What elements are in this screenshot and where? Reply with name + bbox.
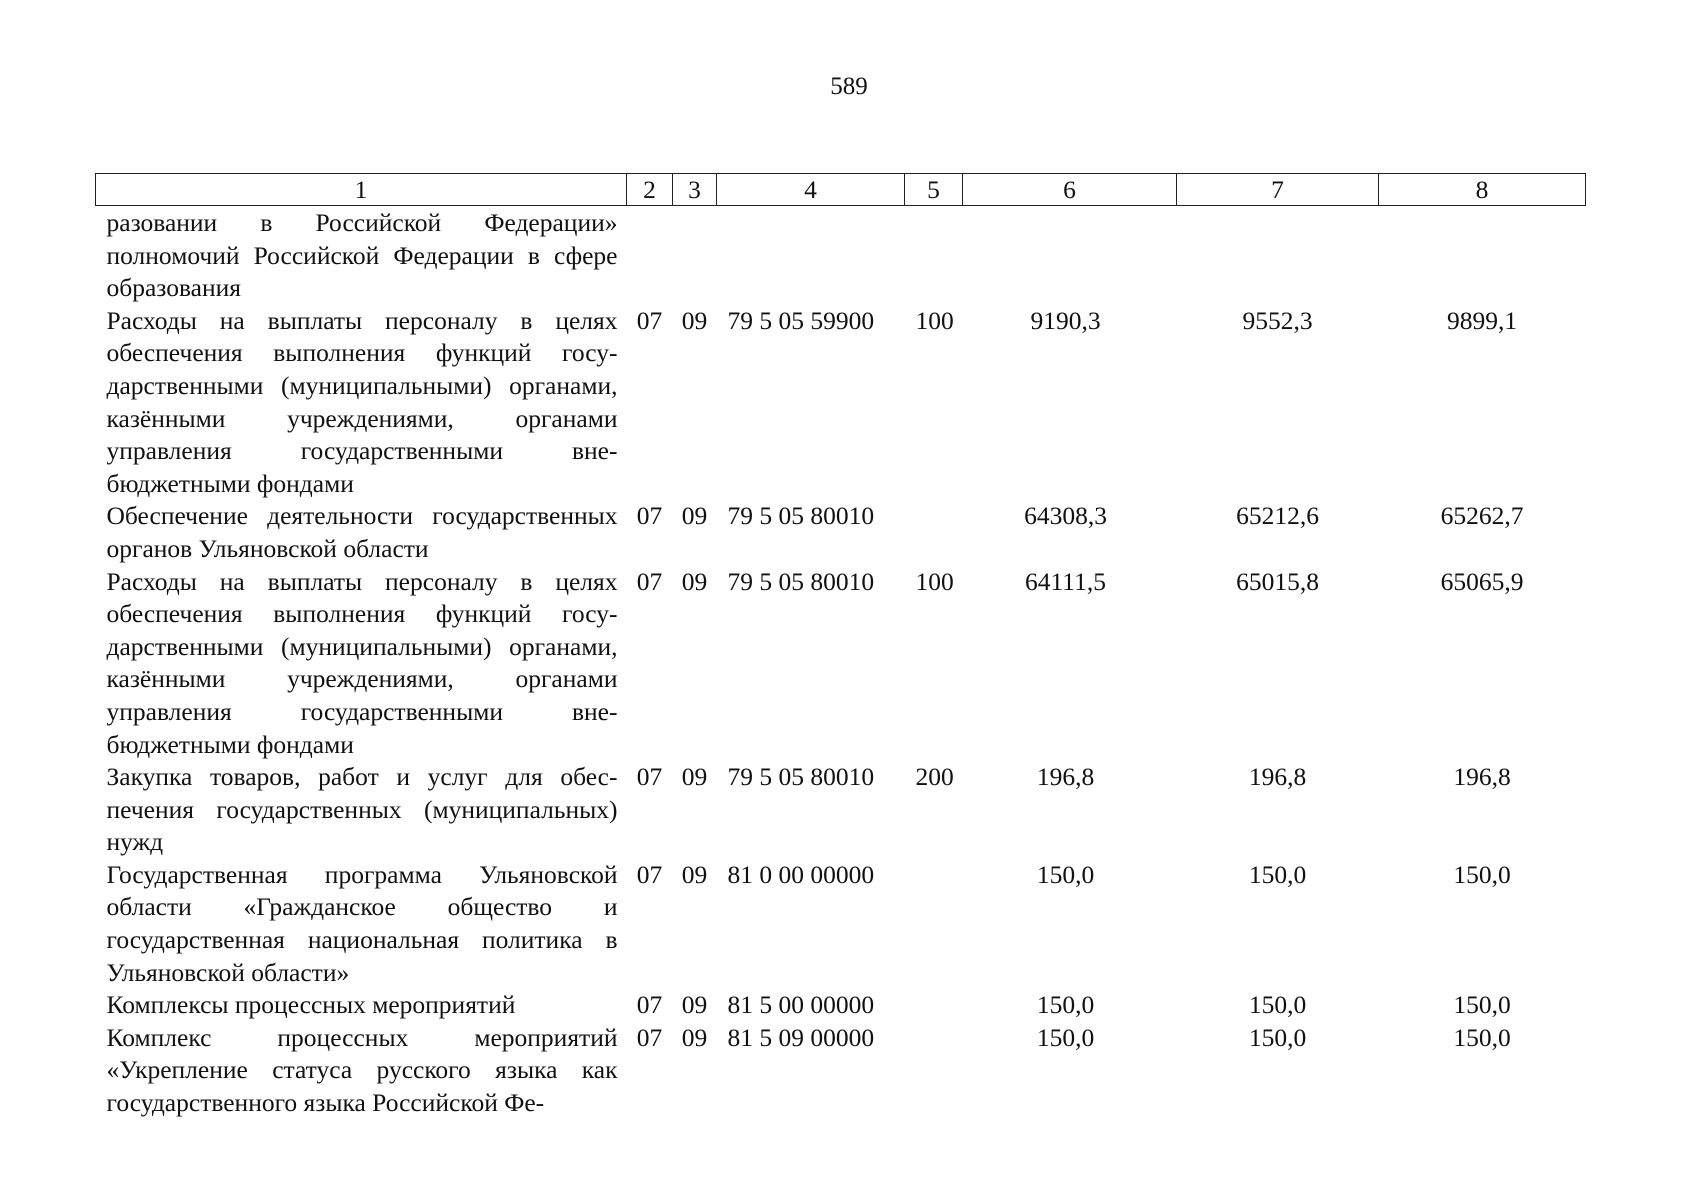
- row-podrazdel: 09: [681, 566, 708, 596]
- row-name: Государственная программа Ульяновской области «Гражданское общество и государственная национальная политика в Ульяновской области»: [106, 859, 618, 987]
- row-amount-col7: 65212,6: [1236, 501, 1319, 531]
- row-expense-type: [905, 859, 963, 989]
- row-amount-col8: 9899,1: [1446, 305, 1518, 335]
- table-row: [96, 566, 1586, 762]
- row-razdel: 07: [636, 305, 663, 335]
- row-amount-col7: 150,0: [1248, 1022, 1307, 1052]
- row-name: Закупка товаров, работ и услуг для обеспечения государственных (муниципальных) нужд: [106, 762, 618, 857]
- row-target-article: 81 0 00 00000: [727, 859, 875, 889]
- row-expense-type: [905, 1022, 963, 1120]
- row-name: Расходы на выплаты персоналу в целях обеспечения выполнения функций государственными (муниципальными) органами, казёнными учреждениями, органами управления государственными внебюджетными фондами: [106, 566, 618, 759]
- table-header: [96, 174, 1586, 206]
- header-row: [96, 174, 1586, 206]
- row-razdel: 07: [636, 566, 663, 596]
- column-header-7: 7: [1177, 174, 1379, 206]
- column-header-4: 4: [717, 174, 905, 206]
- row-razdel: 07: [636, 1022, 663, 1052]
- row-podrazdel: 09: [681, 990, 708, 1020]
- row-podrazdel: 09: [681, 762, 708, 792]
- row-amount-col7: [1177, 206, 1379, 305]
- row-target-article: 81 5 00 00000: [727, 990, 875, 1020]
- table-row: [96, 859, 1586, 989]
- budget-table: [95, 173, 1586, 1120]
- row-amount-col6: 150,0: [1036, 1022, 1095, 1052]
- row-razdel: 07: [636, 762, 663, 792]
- table-row: [96, 206, 1586, 305]
- row-amount-col6: 196,8: [1036, 762, 1095, 792]
- row-name: Комплекс процессных мероприятий «Укрепление статуса русского языка как государственного языка Российской Фе-: [106, 1022, 618, 1118]
- page-number: 589: [830, 73, 868, 100]
- row-target-article: 81 5 09 00000: [727, 1022, 875, 1052]
- column-header-2: 2: [627, 174, 673, 206]
- row-razdel: 07: [636, 990, 663, 1020]
- table-row: [96, 305, 1586, 501]
- row-podrazdel: 09: [681, 501, 708, 531]
- column-header-5: 5: [905, 174, 963, 206]
- row-amount-col8: [1379, 206, 1586, 305]
- row-amount-col8: 150,0: [1453, 859, 1511, 889]
- row-amount-col8: 65065,9: [1440, 566, 1524, 596]
- row-expense-type: [905, 989, 963, 1022]
- table-row: [96, 1022, 1586, 1120]
- row-expense-type: 200: [915, 762, 954, 792]
- row-amount-col7: 65015,8: [1236, 566, 1319, 596]
- row-name: Расходы на выплаты персоналу в целях обеспечения выполнения функций государственными (муниципальными) органами, казёнными учреждениями, органами управления государственными внебюджетными фондами: [106, 305, 618, 498]
- table-row: [96, 989, 1586, 1022]
- column-header-6: 6: [963, 174, 1177, 206]
- row-expense-type: [905, 500, 963, 565]
- row-amount-col8: 150,0: [1453, 1022, 1511, 1052]
- column-header-3: 3: [673, 174, 717, 206]
- row-podrazdel: 09: [681, 1022, 708, 1052]
- row-expense-type: 100: [915, 566, 954, 596]
- row-podrazdel: [673, 206, 717, 305]
- column-header-8: 8: [1379, 174, 1586, 206]
- row-amount-col6: 150,0: [1036, 859, 1095, 889]
- row-amount-col7: 196,8: [1248, 762, 1307, 792]
- row-amount-col6: 64111,5: [1025, 566, 1106, 596]
- row-amount-col6: 9190,3: [1030, 305, 1101, 335]
- row-razdel: 07: [636, 859, 663, 889]
- row-amount-col8: 196,8: [1453, 762, 1511, 792]
- row-razdel: [627, 206, 673, 305]
- row-podrazdel: 09: [681, 859, 708, 889]
- row-amount-col6: [963, 206, 1177, 305]
- row-amount-col6: 150,0: [1036, 990, 1095, 1020]
- row-target-article: 79 5 05 59900: [727, 305, 875, 335]
- row-amount-col7: 150,0: [1248, 990, 1307, 1020]
- row-name: Обеспечение деятельности государственных органов Ульяновской области: [106, 501, 618, 563]
- row-amount-col7: 150,0: [1248, 859, 1307, 889]
- row-amount-col8: 150,0: [1453, 990, 1511, 1020]
- row-razdel: 07: [636, 501, 663, 531]
- row-target-article: [717, 206, 905, 305]
- row-expense-type: 100: [915, 305, 954, 335]
- table-body: [96, 206, 1586, 1120]
- row-target-article: 79 5 05 80010: [727, 501, 875, 531]
- row-expense-type: [905, 206, 963, 305]
- row-amount-col7: 9552,3: [1242, 305, 1313, 335]
- row-amount-col8: 65262,7: [1440, 501, 1524, 531]
- row-amount-col6: 64308,3: [1024, 501, 1107, 531]
- table-row: [96, 500, 1586, 565]
- row-name: разовании в Российской Федерации» полномочий Российской Федерации в сфере образования: [106, 208, 618, 303]
- row-podrazdel: 09: [681, 305, 708, 335]
- row-name: Комплексы процессных мероприятий: [106, 990, 516, 1020]
- table-row: [96, 761, 1586, 859]
- row-target-article: 79 5 05 80010: [727, 566, 875, 596]
- column-header-1: 1: [96, 174, 627, 206]
- row-target-article: 79 5 05 80010: [727, 762, 875, 792]
